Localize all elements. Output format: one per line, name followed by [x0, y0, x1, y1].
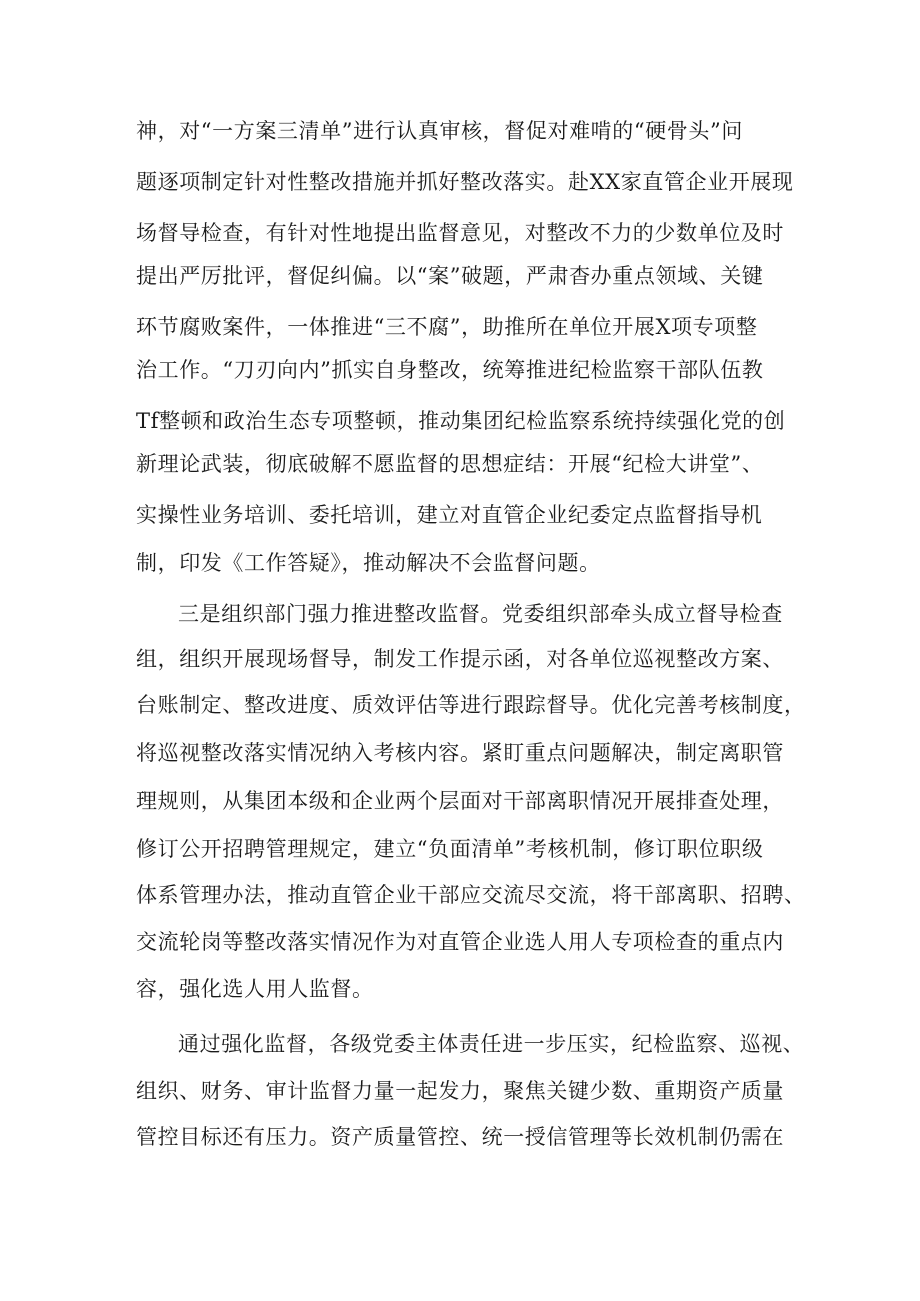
- text-line: 实操性业务培训、委托培训，建立对直管企业纪委定点监督指导机: [136, 503, 763, 527]
- text-line: 题逐项制定针对性整改措施并抓好整改落实。赴XX家直管企业开展现: [136, 170, 794, 194]
- text-line: 治工作。“刀刃向内”抓实自身整改，统筹推进纪检监察干部队伍教: [136, 358, 764, 382]
- text-line: 神，对“一方案三清单”进行认真审核，督促对难啃的“硬骨头”问: [136, 119, 743, 143]
- text-line: 台账制定、整改进度、质效评估等进行跟踪督导。优化完善考核制度，: [136, 693, 806, 717]
- text-line: 交流轮岗等整改落实情况作为对直管企业选人用人专项检查的重点内: [136, 930, 784, 954]
- text-line: Tf整顿和政治生态专项整顿，推动集团纪检监察系统持续强化党的创: [136, 409, 786, 433]
- text-line: 新理论武装，彻底破解不愿监督的思想症结：开展“纪检大讲堂”、: [136, 452, 764, 476]
- text-line: 环节腐败案件，一体推进“三不腐”，助推所在单位开展X项专项整: [136, 315, 758, 339]
- text-line: 通过强化监督，各级党委主体责任进一步压实，纪检监察、巡视、: [178, 1032, 805, 1056]
- text-line: 制，印发《工作答疑》，推动解决不会监督问题。: [136, 551, 601, 575]
- text-line: 修订公开招聘管理规定，建立“负面清单”考核机制，修订职位职级: [136, 837, 764, 861]
- text-line: 场督导检查，有针对性地提出监督意见，对整改不力的少数单位及时: [136, 221, 784, 245]
- text-line: 三是组织部门强力推进整改监督。党委组织部牵头成立督导检查: [178, 602, 783, 626]
- text-line: 理规则，从集团本级和企业两个层面对干部离职情况开展排查处理，: [136, 789, 784, 813]
- text-line: 体系管理办法，推动直管企业干部应交流尽交流，将干部离职、招聘、: [136, 883, 806, 907]
- text-line: 容，强化选人用人监督。: [136, 977, 374, 1001]
- text-line: 将巡视整改落实情况纳入考核内容。紧盯重点问题解决，制定离职管: [136, 741, 784, 765]
- text-line: 提出严厉批评，督促纠偏。以“案”破题，严肃杳办重点领域、关键: [136, 264, 764, 288]
- text-line: 管控目标还有压力。资产质量管控、统一授信管理等长效机制仍需在: [136, 1125, 784, 1149]
- text-line: 组，组织开展现场督导，制发工作提示函，对各单位巡视整改方案、: [136, 647, 784, 671]
- text-line: 组织、财务、审计监督力量一起发力，聚焦关键少数、重期资产质量: [136, 1079, 784, 1103]
